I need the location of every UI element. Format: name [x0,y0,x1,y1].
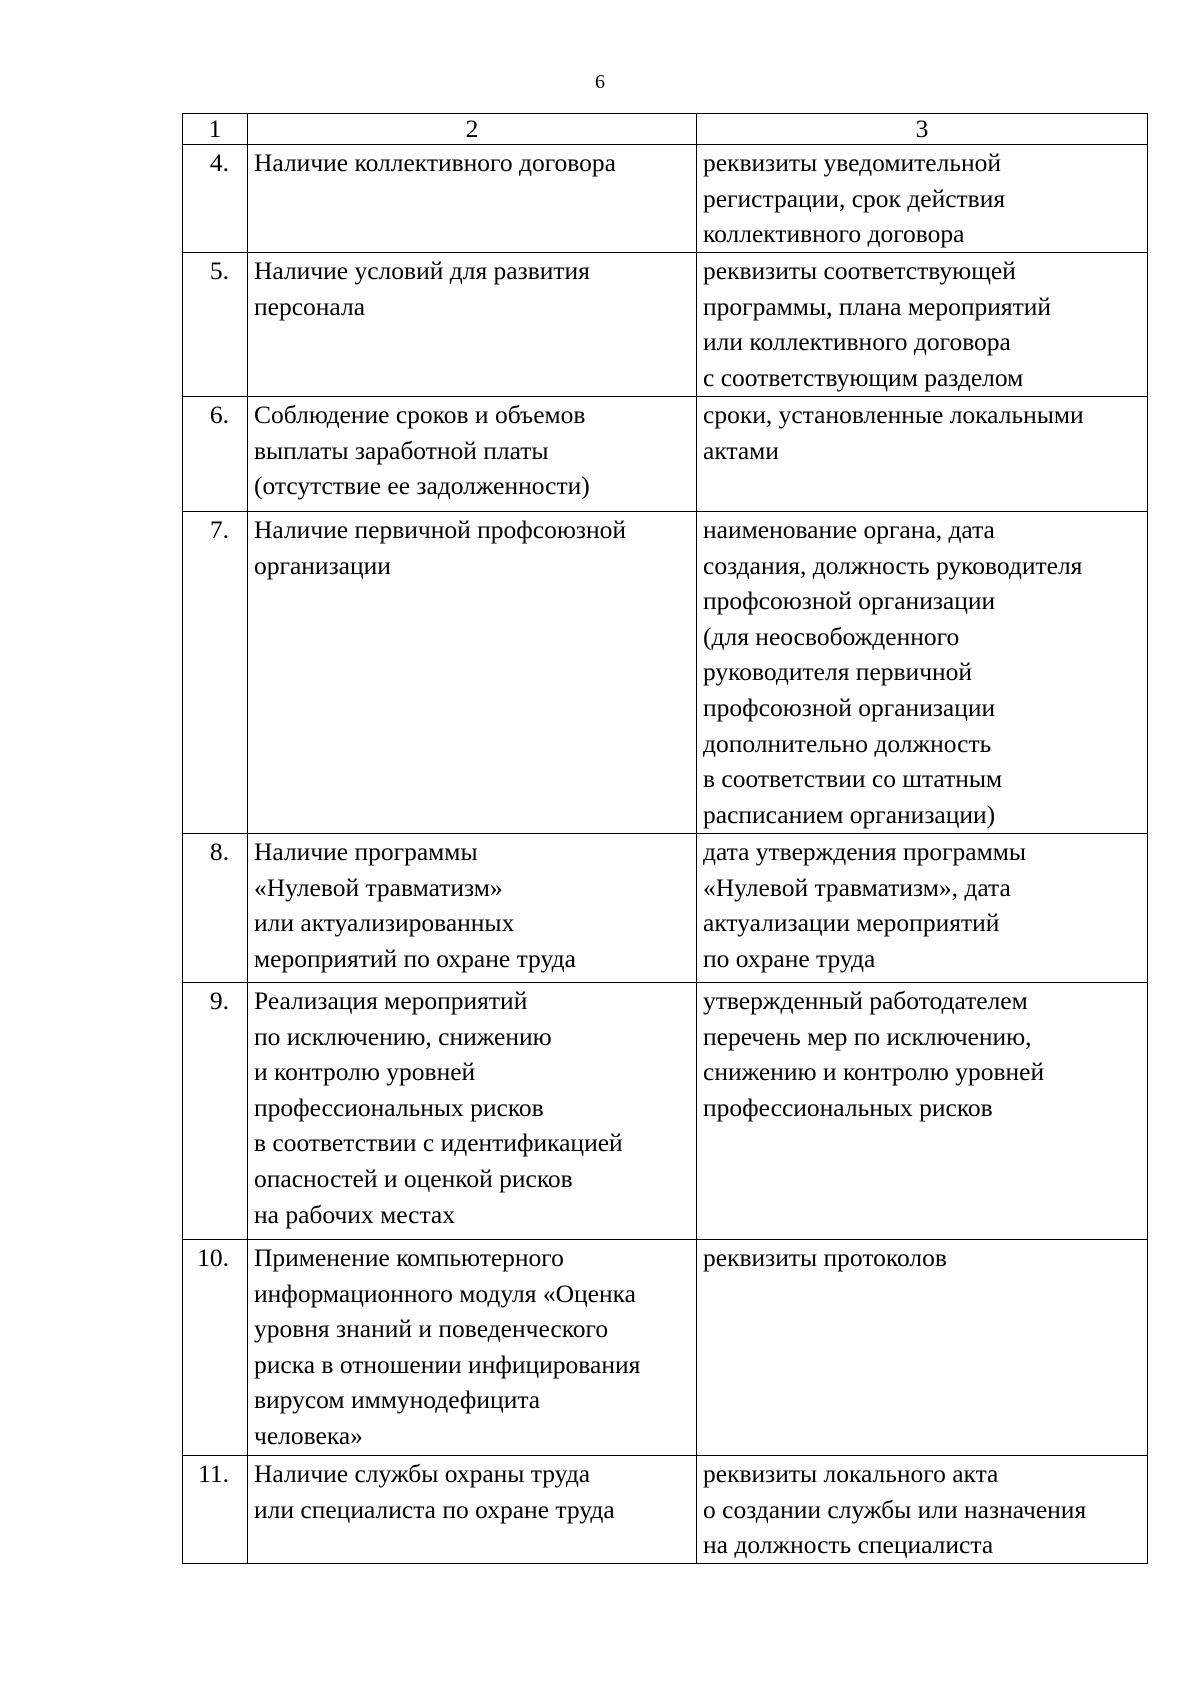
row-number: 9. [183,983,248,1240]
page-number: 6 [595,71,605,93]
criterion-cell: Наличие условий для развития персонала [248,253,697,397]
criterion-cell: Реализация мероприятий по исключению, снижению и контролю уровней профессиональных рисков в соответствии с идентификацией опасностей и оценкой рисков на рабочих местах [248,983,697,1240]
row-number: 10. [183,1240,248,1456]
table-row [183,1240,1148,1456]
column-header-1: 1 [183,114,248,145]
row-number: 5. [183,253,248,397]
criterion-cell: Наличие службы охраны труда или специалиста по охране труда [248,1456,697,1564]
criterion-cell: Соблюдение сроков и объемов выплаты заработной платы (отсутствие ее задолженности) [248,397,697,512]
criteria-table [182,113,1148,1564]
table-row [183,983,1148,1240]
row-number: 7. [183,512,248,834]
criterion-cell: Наличие коллективного договора [248,145,697,253]
table-row [183,834,1148,983]
confirmation-cell: утвержденный работодателем перечень мер по исключению, снижению и контролю уровней профессиональных рисков [697,983,1148,1240]
table-row [183,512,1148,834]
row-number: 6. [183,397,248,512]
table-row [183,1456,1148,1564]
confirmation-cell: дата утверждения программы «Нулевой травматизм», дата актуализации мероприятий по охране труда [697,834,1148,983]
criterion-cell: Наличие программы «Нулевой травматизм» или актуализированных мероприятий по охране труда [248,834,697,983]
confirmation-cell: сроки, установленные локальными актами [697,397,1148,512]
criterion-cell: Применение компьютерного информационного модуля «Оценка уровня знаний и поведенческого риска в отношении инфицирования вирусом иммунодефицита человека» [248,1240,697,1456]
confirmation-cell: реквизиты протоколов [697,1240,1148,1456]
confirmation-cell: наименование органа, дата создания, должность руководителя профсоюзной организации (для неосвобожденного руководителя первичной профсоюзной организации дополнительно должность в соответствии со штатным расписанием организации) [697,512,1148,834]
confirmation-cell: реквизиты локального акта о создании службы или назначения на должность специалиста [697,1456,1148,1564]
table-row [183,397,1148,512]
table-row [183,253,1148,397]
row-number: 4. [183,145,248,253]
column-header-2: 2 [248,114,697,145]
row-number: 8. [183,834,248,983]
row-number: 11. [183,1456,248,1564]
table-header-row [183,114,1148,145]
table-row [183,145,1148,253]
column-header-3: 3 [697,114,1148,145]
criterion-cell: Наличие первичной профсоюзной организации [248,512,697,834]
confirmation-cell: реквизиты соответствующей программы, плана мероприятий или коллективного договора с соответствующим разделом [697,253,1148,397]
confirmation-cell: реквизиты уведомительной регистрации, срок действия коллективного договора [697,145,1148,253]
